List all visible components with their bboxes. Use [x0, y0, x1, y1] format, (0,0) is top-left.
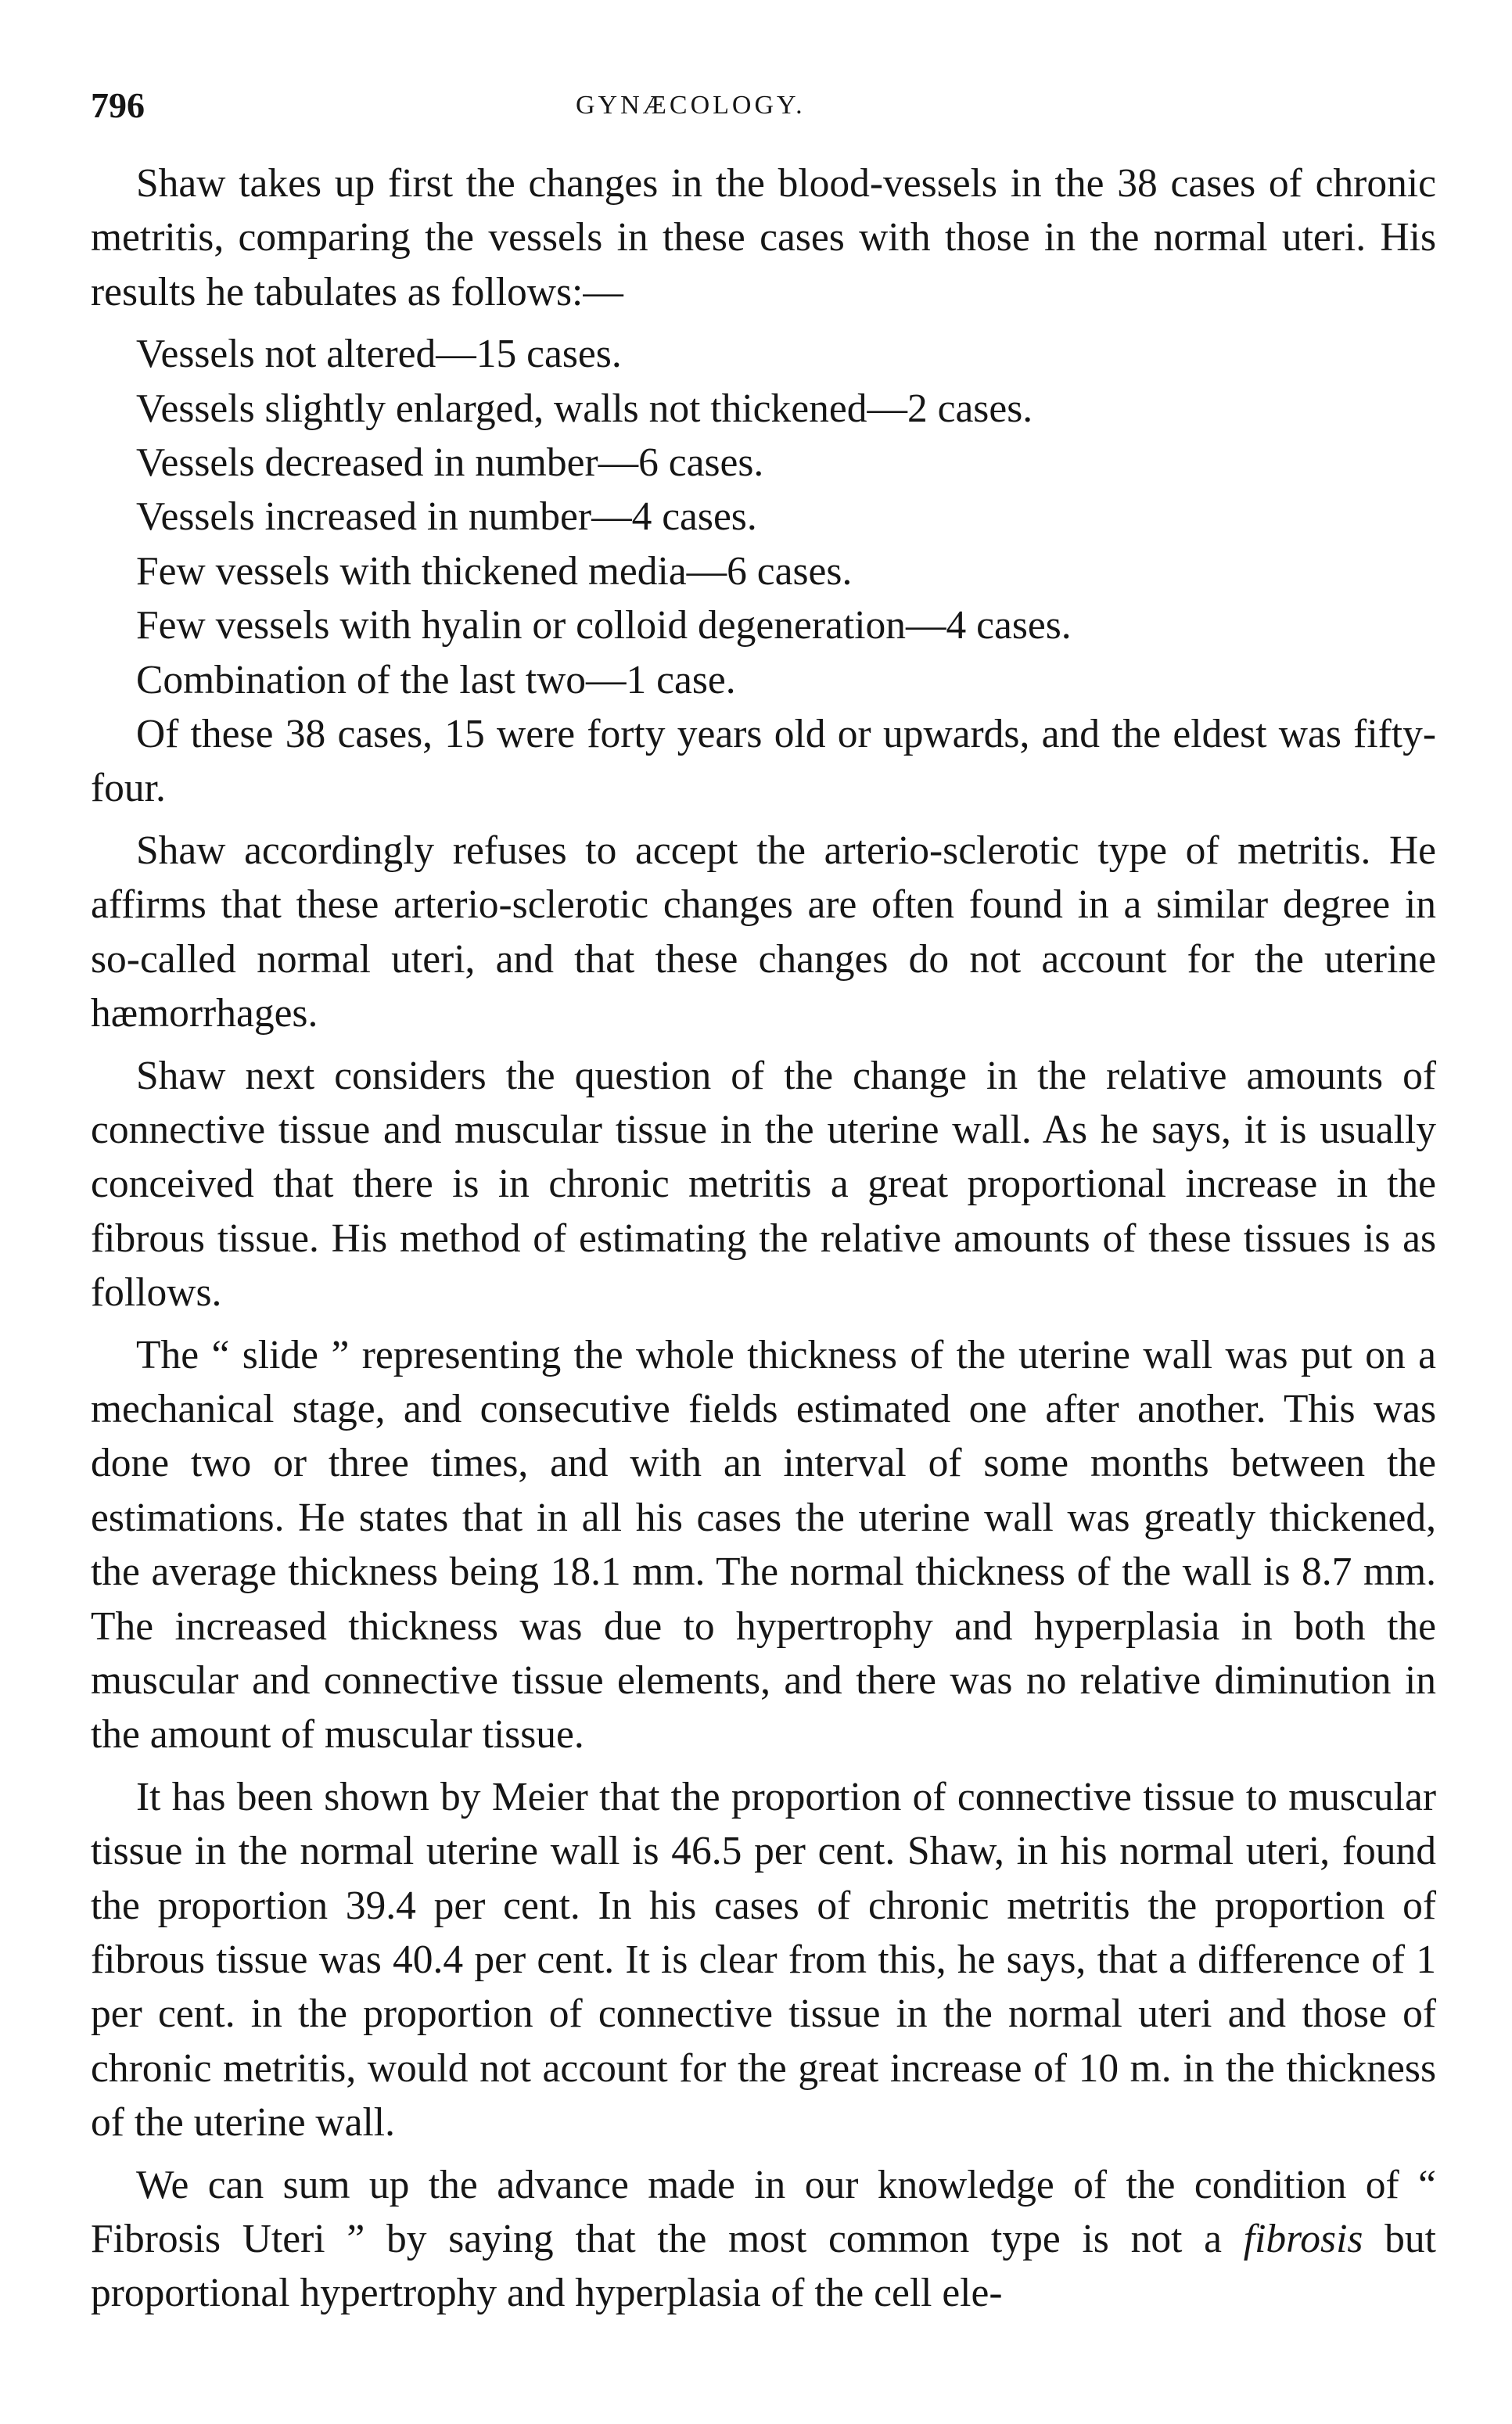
list-item-vessels-decreased: Vessels decreased in number—6 cases. [136, 440, 764, 486]
paragraph-arterio-sclerotic: Shaw accordingly refuses to accept the arterio-sclerotic type of metritis. He affirms that these arterio-sclerotic changes are often found in a similar degree in so-called normal uteri, and that these changes do not account for the uterine hæmorrhages. [91, 828, 1436, 1036]
list-item-vessels-slightly-enlarged: Vessels slightly enlarged, walls not thickened—2 cases. [136, 386, 1033, 431]
page-number: 796 [91, 85, 145, 125]
paragraph-blood-vessels-intro: Shaw takes up first the changes in the blood-vessels in the 38 cases of chronic metritis, comparing the vessels in these cases with those in the normal uteri. His results he tabulates as follows:— [91, 161, 1436, 314]
list-item-hyalin-degeneration: Few vessels with hyalin or colloid degeneration—4 cases. [136, 603, 1072, 648]
paragraph-meier-proportion: It has been shown by Meier that the proportion of connective tissue to muscular tissue in the normal uterine wall is 46.5 per cent. Shaw, in his normal uteri, found the proportion 39.4 per cent. In his cases of chronic metritis the proportion of fibrous tissue was 40.4 per cent. It is clear from this, he says, that a difference of 1 per cent. in the proportion of connective tissue in the normal uteri and those of chronic metritis, would not account for the great increase of 10 m. in the thickness of the uterine wall. [91, 1774, 1436, 2146]
page-body [91, 156, 1436, 2329]
list-item-thickened-media: Few vessels with thickened media—6 cases. [136, 548, 853, 594]
paragraph-slide-method: The “ slide ” representing the whole thickness of the uterine wall was put on a mechanical stage, and consecutive fields estimated one after another. This was done two or three times, and with an interval of some months between the estimations. He states that in all his cases the uterine wall was greatly thickened, the average thickness being 18.1 mm. The normal thickness of the wall is 8.7 mm. The increased thickness was due to hypertrophy and hyperplasia in both the muscular and connective tissue elements, and there was no relative diminution in the amount of muscular tissue. [91, 1332, 1436, 1758]
list-item-combination: Combination of the last two—1 case. [136, 657, 736, 702]
fibrosis-text-end: but proportional hypertrophy and hyperplasia of the cell ele- [91, 2217, 1436, 2316]
paragraph-ages: Of these 38 cases, 15 were forty years old or upwards, and the eldest was fifty-four. [91, 712, 1436, 811]
running-head: GYNÆCOLOGY. [576, 91, 806, 120]
fibrosis-italic-word: fibrosis [1243, 2217, 1363, 2262]
list-item-vessels-increased: Vessels increased in number—4 cases. [136, 494, 757, 540]
list-item-vessels-not-altered: Vessels not altered—15 cases. [136, 332, 622, 377]
paragraph-relative-amounts: Shaw next considers the question of the change in the relative amounts of connective tissue and muscular tissue in the uterine wall. As he says, it is usually conceived that there is in chronic metritis a great proportional increase in the fibrous tissue. His method of estimating the relative amounts of these tissues is as follows. [91, 1053, 1436, 1316]
fibrosis-text-start: We can sum up the advance made in our knowledge of the condition of “ Fibrosis Uteri ” by saying that the most common type is not a [91, 2162, 1436, 2262]
page-header [91, 84, 1436, 131]
paragraph-fibrosis-uteri [91, 2158, 1436, 2321]
